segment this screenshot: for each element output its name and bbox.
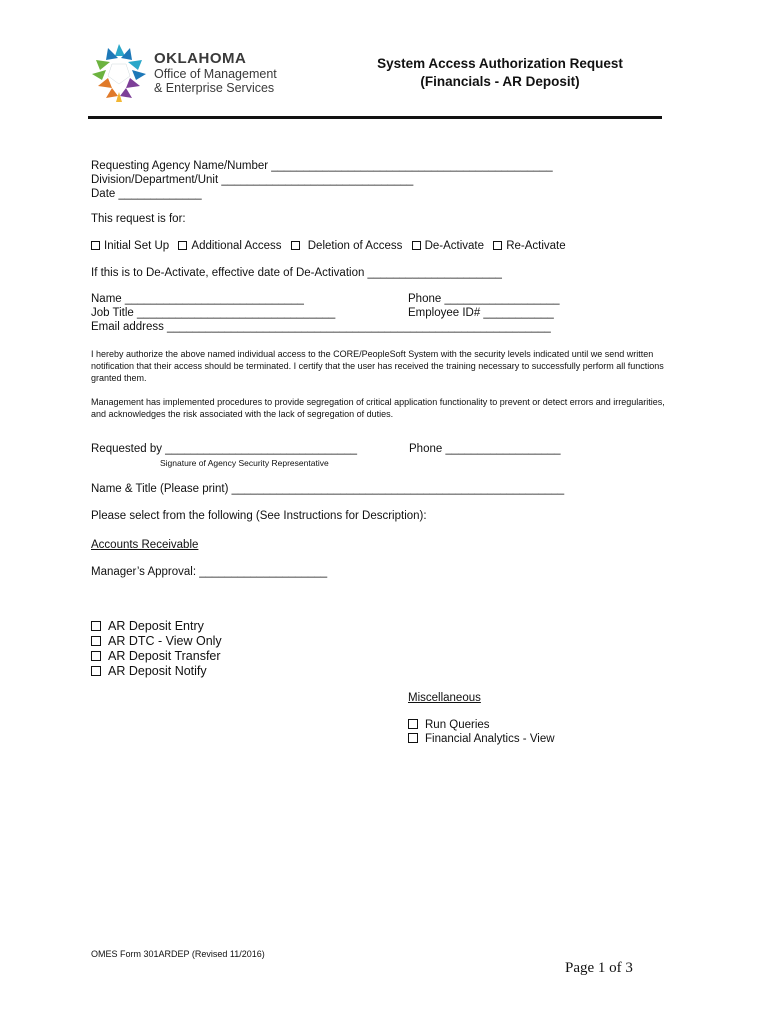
manager-approval-field[interactable]: Manager’s Approval: ____________________ — [91, 566, 328, 578]
option-financial-analytics[interactable]: Financial Analytics - View — [408, 732, 555, 746]
option-deletion-access[interactable]: Deletion of Access — [291, 240, 403, 252]
ar-heading: Accounts Receivable — [91, 539, 199, 551]
employee-id-field[interactable]: Employee ID# ___________ — [408, 307, 554, 319]
user-phone-field[interactable]: Phone __________________ — [408, 293, 560, 305]
option-deactivate[interactable]: De-Activate — [412, 240, 484, 252]
checkbox-icon[interactable] — [91, 621, 101, 631]
requested-by-field[interactable]: Requested by ______________________________ — [91, 443, 358, 455]
checkbox-icon[interactable] — [91, 241, 100, 250]
checkbox-icon[interactable] — [493, 241, 502, 250]
email-field[interactable]: Email address ____________________________________________________________ — [91, 321, 551, 333]
option-ar-dtc-view[interactable]: AR DTC - View Only — [91, 634, 222, 649]
option-ar-deposit-transfer[interactable]: AR Deposit Transfer — [91, 649, 222, 664]
option-ar-deposit-notify[interactable]: AR Deposit Notify — [91, 664, 222, 679]
checkbox-icon[interactable] — [91, 651, 101, 661]
signature-caption: Signature of Agency Security Representative — [160, 458, 329, 468]
job-title-field[interactable]: Job Title _______________________________ — [91, 307, 336, 319]
option-reactivate[interactable]: Re-Activate — [493, 240, 565, 252]
checkbox-icon[interactable] — [291, 241, 300, 250]
checkbox-icon[interactable] — [412, 241, 421, 250]
requester-phone-field[interactable]: Phone __________________ — [409, 443, 561, 455]
option-additional-access[interactable]: Additional Access — [178, 240, 281, 252]
ar-options-list — [91, 619, 222, 679]
form-id: OMES Form 301ARDEP (Revised 11/2016) — [91, 949, 265, 959]
logo-org-line3: & Enterprise Services — [154, 81, 275, 95]
selection-instruction: Please select from the following (See Instructions for Description): — [91, 510, 427, 522]
management-statement: Management has implemented procedures to provide segregation of critical application functionality to prevent or detect errors and irregularities, and acknowledges the risk associated with the lack of segregation of duties. — [91, 397, 665, 419]
name-title-field[interactable]: Name & Title (Please print) ____________________________________________________ — [91, 483, 565, 495]
misc-options-list — [408, 718, 555, 746]
option-ar-deposit-entry[interactable]: AR Deposit Entry — [91, 619, 222, 634]
request-label: This request is for: — [91, 213, 186, 225]
star-logo-icon — [88, 42, 150, 104]
request-options — [91, 240, 572, 252]
deactivate-date-field[interactable]: If this is to De-Activate, effective date of De-Activation _____________________ — [91, 267, 502, 279]
checkbox-icon[interactable] — [91, 666, 101, 676]
agency-name-field[interactable]: Requesting Agency Name/Number ____________________________________________ — [91, 160, 553, 172]
authorization-statement: I hereby authorize the above named individual access to the CORE/PeopleSoft System with the security levels indicated until we send written notification that their access should be terminated. I certify that the user has received the training necessary to successfully perform all functions granted them. — [91, 349, 664, 383]
option-run-queries[interactable]: Run Queries — [408, 718, 555, 732]
date-field[interactable]: Date _____________ — [91, 188, 202, 200]
logo-org-line2: Office of Management — [154, 67, 277, 81]
checkbox-icon[interactable] — [408, 733, 418, 743]
checkbox-icon[interactable] — [91, 636, 101, 646]
omes-logo — [88, 40, 298, 106]
page-number: Page 1 of 3 — [565, 960, 633, 976]
option-initial-setup[interactable]: Initial Set Up — [91, 240, 169, 252]
header-divider — [88, 116, 662, 119]
form-title — [350, 55, 650, 91]
checkbox-icon[interactable] — [408, 719, 418, 729]
misc-heading: Miscellaneous — [408, 692, 481, 704]
title-line1: System Access Authorization Request — [377, 56, 623, 71]
division-field[interactable]: Division/Department/Unit ______________________________ — [91, 174, 414, 186]
title-line2: (Financials - AR Deposit) — [420, 74, 580, 89]
checkbox-icon[interactable] — [178, 241, 187, 250]
user-name-field[interactable]: Name ____________________________ — [91, 293, 304, 305]
logo-org-line1: OKLAHOMA — [154, 50, 247, 67]
